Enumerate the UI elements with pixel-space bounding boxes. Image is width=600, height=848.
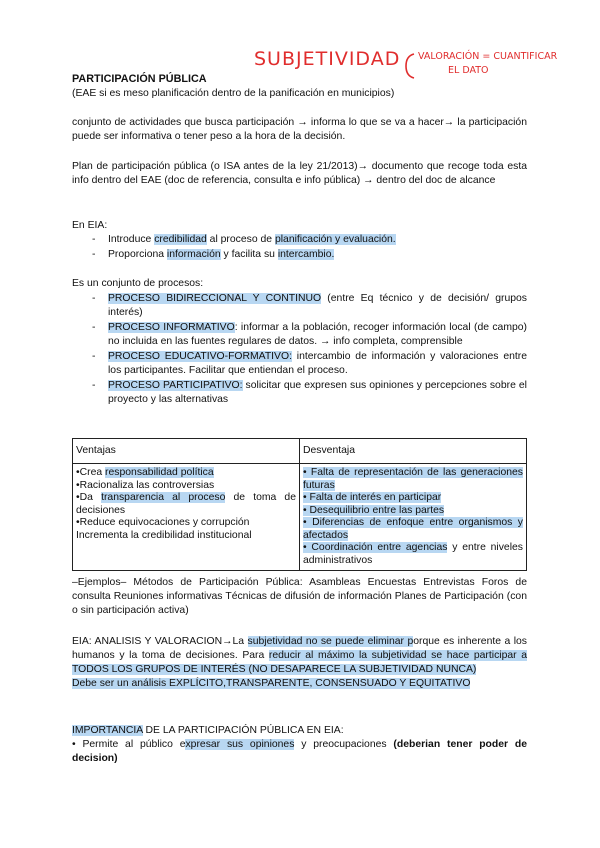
- proceso-bidireccional: - PROCESO BIDIRECCIONAL Y CONTINUO (entre Eq técnico y de decisión/ grupos interés): [92, 293, 527, 318]
- proceso-educativo: - PROCESO EDUCATIVO-FORMATIVO: intercambio de información y valoraciones entre los participantes. Facilitar que entiendan el proceso.: [92, 351, 527, 376]
- analisis-paragraph: EIA: ANALISIS Y VALORACION→La subjetividad no se puede eliminar porque es inherente a los humanos y la toma de decisiones. Para reducir al máximo la subjetividad se hace participar a TODOS LOS GRUPOS DE INTERÉS (NO DESAPARECE LA SUBJETIVIDAD NUNCA) Debe ser un análisis EXPLÍCITO,TRANSPARENTE, CONSENSUADO Y EQUITATIVO: [72, 636, 528, 689]
- handwritten-subjetividad: SUBJETIVIDAD: [254, 48, 401, 70]
- importancia-paragraph: IMPORTANCIA DE LA PARTICIPACIÓN PÚBLICA EN EIA: • Permite al público expresar sus opiniones y preocupaciones (deberian tener poder de decision): [72, 725, 528, 764]
- ventajas-cell: •Crea responsabilidad política •Racionaliza las controversias •Da transparencia al proceso de toma de decisiones •Reduce equivocaciones y corrupción Incrementa la credibilidad institucional: [73, 464, 300, 571]
- ejemplos-paragraph: –Ejemplos– Métodos de Participación Pública: Asambleas Encuestas Entrevistas Foros de consulta Reuniones informativas Técnicas de difusión de información Planes de Participación (con o sin participación activa): [72, 577, 527, 616]
- desventajas-cell: • Falta de representación de las generaciones futuras • Falta de interés en participar • Desequilibrio entre las partes • Diferencias de enfoque entre organismos y afectados • Coordinación entre agencias y entre niveles administrativos: [300, 464, 527, 571]
- page-subtitle: (EAE si es meso planificación dentro de la panificación en municipios): [72, 88, 395, 99]
- handwritten-valoracion: VALORACIÓN = CUANTIFICAR: [418, 51, 558, 62]
- procesos-label: Es un conjunto de procesos:: [72, 278, 204, 289]
- proceso-informativo: - PROCESO INFORMATIVO: informar a la población, recoger información local (de campo) no incluida en las fuentes regulares de datos. → info completa, comprensible: [92, 322, 527, 347]
- page-title: PARTICIPACIÓN PÚBLICA: [72, 73, 207, 85]
- handwritten-el-dato: EL DATO: [448, 65, 489, 76]
- eia-label: En EIA:: [72, 220, 108, 231]
- plan-paragraph: Plan de participación pública (o ISA antes de la ley 21/2013)→ documento que recoge toda esta info dentro del EAE (doc de referencia, consulta e info pública) → dentro del doc de alcance: [72, 161, 527, 186]
- ventajas-desventajas-table: [72, 438, 527, 571]
- intro-paragraph: conjunto de actividades que busca participación → informa lo que se va a hacer→ la participación puede ser informativa o tener peso a la hora de la decisión.: [72, 117, 527, 142]
- table-header-desventajas: Desventaja: [300, 439, 527, 464]
- eia-item-credibilidad: - Introduce credibilidad al proceso de planificación y evaluación.: [92, 234, 396, 245]
- eia-item-informacion: - Proporciona información y facilita su intercambio.: [92, 249, 335, 260]
- proceso-participativo: - PROCESO PARTICIPATIVO: solicitar que expresen sus opiniones y percepciones sobre el proyecto y las alternativas: [92, 380, 527, 405]
- table-header-ventajas: Ventajas: [73, 439, 300, 464]
